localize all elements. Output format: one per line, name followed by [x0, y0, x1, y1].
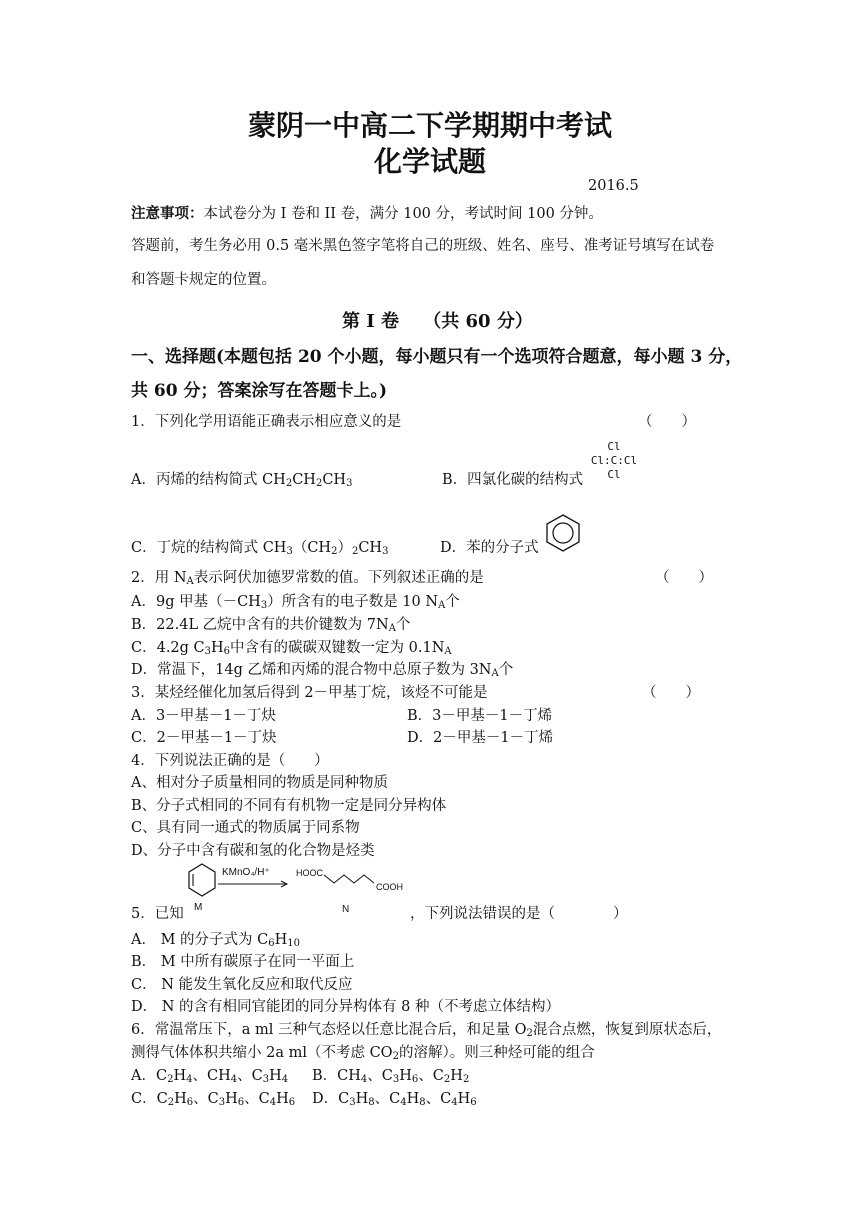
exam-subtitle: 化学试题 — [373, 145, 486, 178]
q3-option-c: C．2－甲基－1－丁炔 — [131, 730, 277, 746]
adipic-chain-icon — [322, 870, 380, 888]
q5-option-b: B． M 中所有碳原子在同一平面上 — [131, 954, 355, 970]
q1-answer-paren: （ ） — [638, 414, 696, 430]
q4-option-b: B、分子式相同的不同有有机物一定是同分异构体 — [131, 798, 447, 814]
notice-label: 注意事项： — [131, 205, 204, 222]
q2-option-d: D．常温下，14g 乙烯和丙烯的混合物中总原子数为 $3N_A$个 — [131, 662, 514, 679]
benzene-ring-icon — [543, 512, 583, 554]
q1-option-b: B．四氯化碳的结构式 — [442, 472, 584, 488]
q6-option-d: D．$C_3H_8$、$C_4H_8$、$C_4H_6$ — [312, 1091, 477, 1108]
q4-option-c: C、具有同一通式的物质属于同系物 — [131, 820, 360, 836]
notice-line-2: 答题前，考生务必用 0.5 毫米黑色签字笔将自己的班级、姓名、座号、准考证号填写在试卷 — [131, 238, 715, 254]
cooh-group: COOH — [376, 882, 403, 892]
q4-option-a: A、相对分子质量相同的物质是同种物质 — [131, 775, 388, 791]
q5-option-a: A． M 的分子式为 $C_6H_{10}$ — [131, 932, 301, 949]
notice-line-1: 注意事项：本试卷分为 I 卷和 II 卷，满分 100 分，考试时间 100 分钟。 — [131, 205, 603, 222]
q6-option-c: C．$C_2H_6$、$C_3H_6$、$C_4H_6$ — [131, 1091, 296, 1108]
q3-answer-paren: （ ） — [642, 685, 700, 701]
label-n: N — [342, 904, 350, 915]
section-heading-line-2: 共 60 分；答案涂写在答题卡上。) — [131, 381, 388, 401]
q2-option-a: A．9g 甲基$(-CH_3)$所含有的电子数是 10 $N_A$个 — [131, 594, 460, 611]
q6-stem-line-2: 测得气体体积共缩小 2a ml（不考虑 $CO_2$的溶解）。则三种烃可能的组合 — [131, 1045, 595, 1062]
q1-option-d: D．苯的分子式 — [440, 540, 539, 556]
q1-option-c: C．丁烷的结构简式 $CH_3(CH_2)_2CH_3$ — [131, 540, 389, 557]
q4-stem: 4．下列说法正确的是（ ） — [131, 753, 329, 769]
section-heading-line-1: 一、选择题(本题包括 20 个小题，每小题只有一个选项符合题意，每小题 3 分， — [131, 347, 743, 367]
notice-line-3: 和答题卡规定的位置。 — [131, 272, 276, 288]
exam-date: 2016.5 — [588, 178, 639, 194]
q4-option-d: D、分子中含有碳和氢的化合物是烃类 — [131, 843, 375, 859]
q2-option-b: B．22.4L 乙烷中含有的共价键数为 $7N_A$个 — [131, 617, 411, 634]
ccl4-structure: Cl Cl:C:Cl Cl — [590, 440, 638, 481]
cyclohexene-ring-icon — [186, 862, 218, 898]
q6-stem-line-1: 6．常温常压下，a ml 三种气态烃以任意比混合后，和足量 $O_2$混合点燃，恢复到原状态后， — [131, 1022, 722, 1039]
q1-stem: 1．下列化学用语能正确表示相应意义的是 — [131, 414, 402, 430]
q2-stem: 2．用 $N_A$表示阿伏加德罗常数的值。下列叙述正确的是 — [131, 570, 484, 587]
q3-stem: 3．某烃经催化加氢后得到 2－甲基丁烷，该烃不可能是 — [131, 685, 488, 701]
q2-answer-paren: （ ） — [655, 570, 713, 586]
q5-option-d: D． N 的含有相同官能团的同分异构体有 8 种（不考虑立体结构） — [131, 999, 560, 1015]
part1-title: 第 I 卷 （共 60 分） — [342, 311, 533, 332]
reaction-arrow-icon — [218, 880, 290, 888]
q5-stem-start: 5．已知 — [131, 906, 184, 922]
q6-option-b: B．$CH_4$、$C_3H_6$、$C_2H_2$ — [312, 1068, 470, 1085]
q5-option-c: C． N 能发生氧化反应和取代反应 — [131, 977, 353, 993]
exam-title: 蒙阴一中高二下学期期中考试 — [247, 109, 612, 142]
reaction-reagent: KMnO₄/H⁺ — [222, 867, 270, 878]
q6-option-a: A．$C_2H_4$、$CH_4$、$C_3H_4$ — [131, 1068, 289, 1085]
q3-option-b: B．3－甲基－1－丁烯 — [407, 708, 553, 724]
label-m: M — [194, 902, 203, 913]
hooc-group: HOOC — [296, 868, 323, 878]
q3-option-a: A．3－甲基－1－丁炔 — [131, 708, 276, 724]
q5-stem-end: ，下列说法错误的是（ ） — [410, 906, 628, 922]
q1-option-a: A．丙烯的结构简式 $CH_2CH_2CH_3$ — [131, 472, 353, 489]
q3-option-d: D．2－甲基－1－丁烯 — [407, 730, 554, 746]
q2-option-c: C．4.2g $C_3H_6$中含有的碳碳双键数一定为 $0.1N_A$ — [131, 640, 452, 657]
